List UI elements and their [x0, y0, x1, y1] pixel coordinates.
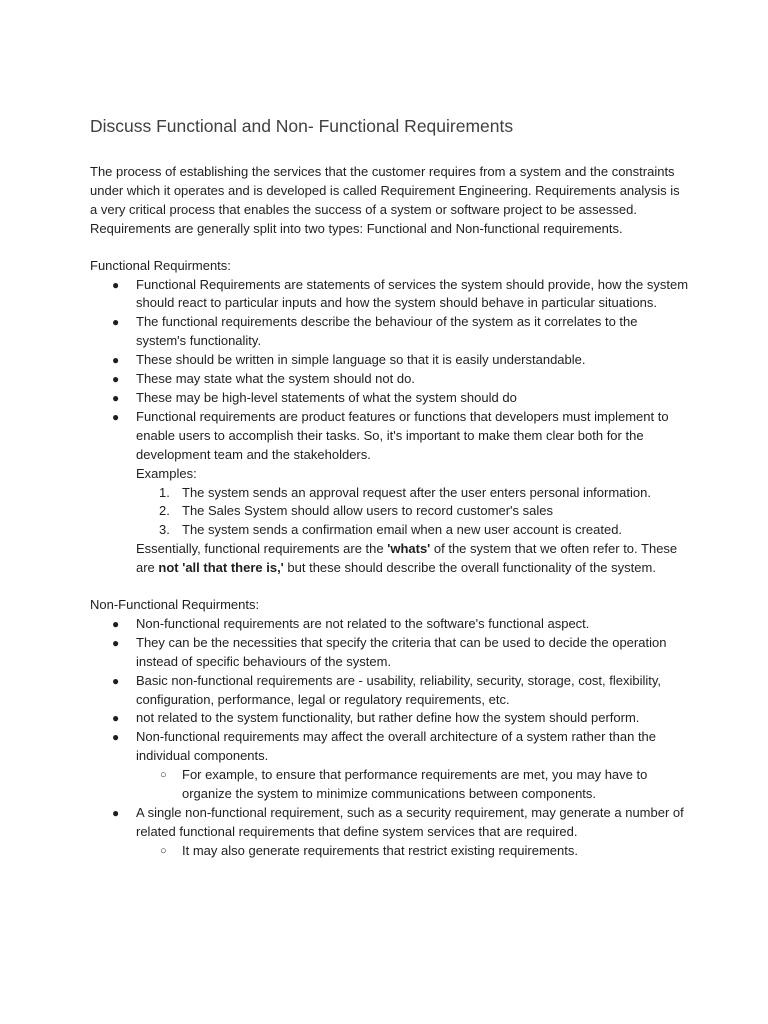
- list-item: ● The functional requirements describe the behaviour of the system as it correlates to the system's functionality.: [112, 314, 638, 349]
- bullet-icon: ●: [112, 390, 120, 405]
- list-item: ● These should be written in simple language so that it is easily understandable.: [90, 351, 690, 370]
- bullet-icon: ●: [112, 372, 120, 387]
- sub-bullet-list: [136, 766, 690, 804]
- sub-list-item: ○ For example, to ensure that performance requirements are met, you may have to organize the system to minimize communications between components.: [160, 767, 648, 802]
- list-item: ● Non-functional requirements are not related to the software's functional aspect.: [90, 615, 690, 634]
- circle-bullet-icon: ○: [160, 844, 167, 857]
- list-item: ● Functional requirements are product features or functions that developers must implement to enable users to accomplish their tasks. So, it's important to make them clear both for the development team and the stakeholders. Examples:: [90, 408, 690, 484]
- list-item: ● Basic non-functional requirements are - usability, reliability, security, storage, cost, flexibility, configuration, performance, legal or regulatory requirements, etc.: [112, 672, 662, 707]
- bullet-icon: ●: [112, 616, 120, 631]
- bullet-icon: ●: [112, 673, 120, 688]
- example-item: 2. The Sales System should allow users to record customer's sales: [159, 503, 553, 519]
- list-item: ● These may be high-level statements of what the system should do: [90, 389, 690, 408]
- bullet-icon: ●: [112, 315, 120, 330]
- example-item: 3. The system sends a confirmation email when a new user account is created.: [159, 522, 623, 538]
- sub-list-item: ○ It may also generate requirements that restrict existing requirements.: [136, 842, 690, 861]
- bullet-icon: ●: [112, 730, 120, 745]
- list-item: ● These may state what the system should not do.: [90, 370, 690, 389]
- bullet-icon: ●: [112, 409, 120, 424]
- bullet-icon: ●: [112, 277, 120, 292]
- list-item: ● Non-functional requirements may affect the overall architecture of a system rather than the individual components. ○ For example, to ensure that performance requirements are met, you may have to organize the system to minimize communications between components.: [90, 728, 690, 804]
- bullet-icon: ●: [112, 353, 120, 368]
- list-item: ● not related to the system functionality, but rather define how the system should perform.: [90, 709, 690, 728]
- intro-paragraph: The process of establishing the services that the customer requires from a system and the constraints under which it operates and is developed is called Requirement Engineering. Requirements analysis is a very critical process that enables the success of a system or software project to be assessed. Requirements are generally split into two types: Functional and Non-functional requirements.: [90, 164, 680, 236]
- example-item: 1. The system sends an approval request after the user enters personal information.: [159, 484, 651, 500]
- functional-heading: Functional Requirments:: [90, 257, 231, 273]
- page-title: Discuss Functional and Non- Functional Requirements: [90, 116, 514, 136]
- functional-bullet-list: [90, 276, 690, 484]
- nonfunctional-heading: Non-Functional Requirments:: [90, 597, 260, 613]
- bullet-icon: ●: [112, 635, 120, 650]
- nonfunctional-bullet-list: [90, 615, 690, 861]
- examples-list: [90, 484, 690, 541]
- list-item: ● They can be the necessities that specify the criteria that can be used to decide the operation instead of specific behaviours of the system.: [112, 634, 667, 669]
- document-page: [90, 114, 690, 861]
- list-item: ● Functional Requirements are statements of services the system should provide, how the system should react to particular inputs and how the system should behave in particular situations.: [112, 276, 689, 311]
- circle-bullet-icon: ○: [160, 769, 167, 782]
- bullet-icon: ●: [112, 711, 120, 726]
- bullet-icon: ●: [112, 806, 120, 820]
- sub-bullet-list: [136, 842, 690, 861]
- list-item: ● A single non-functional requirement, such as a security requirement, may generate a number of related functional requirements that define system services that are required. ○ It may also generate requirements that restrict existing requirements.: [90, 804, 690, 861]
- examples-label: Examples:: [136, 465, 197, 481]
- functional-summary: Essentially, functional requirements are the 'whats' of the system that we often refer to. These are not 'all that there is,' but these should describe the overall functionality of the system.: [136, 541, 678, 576]
